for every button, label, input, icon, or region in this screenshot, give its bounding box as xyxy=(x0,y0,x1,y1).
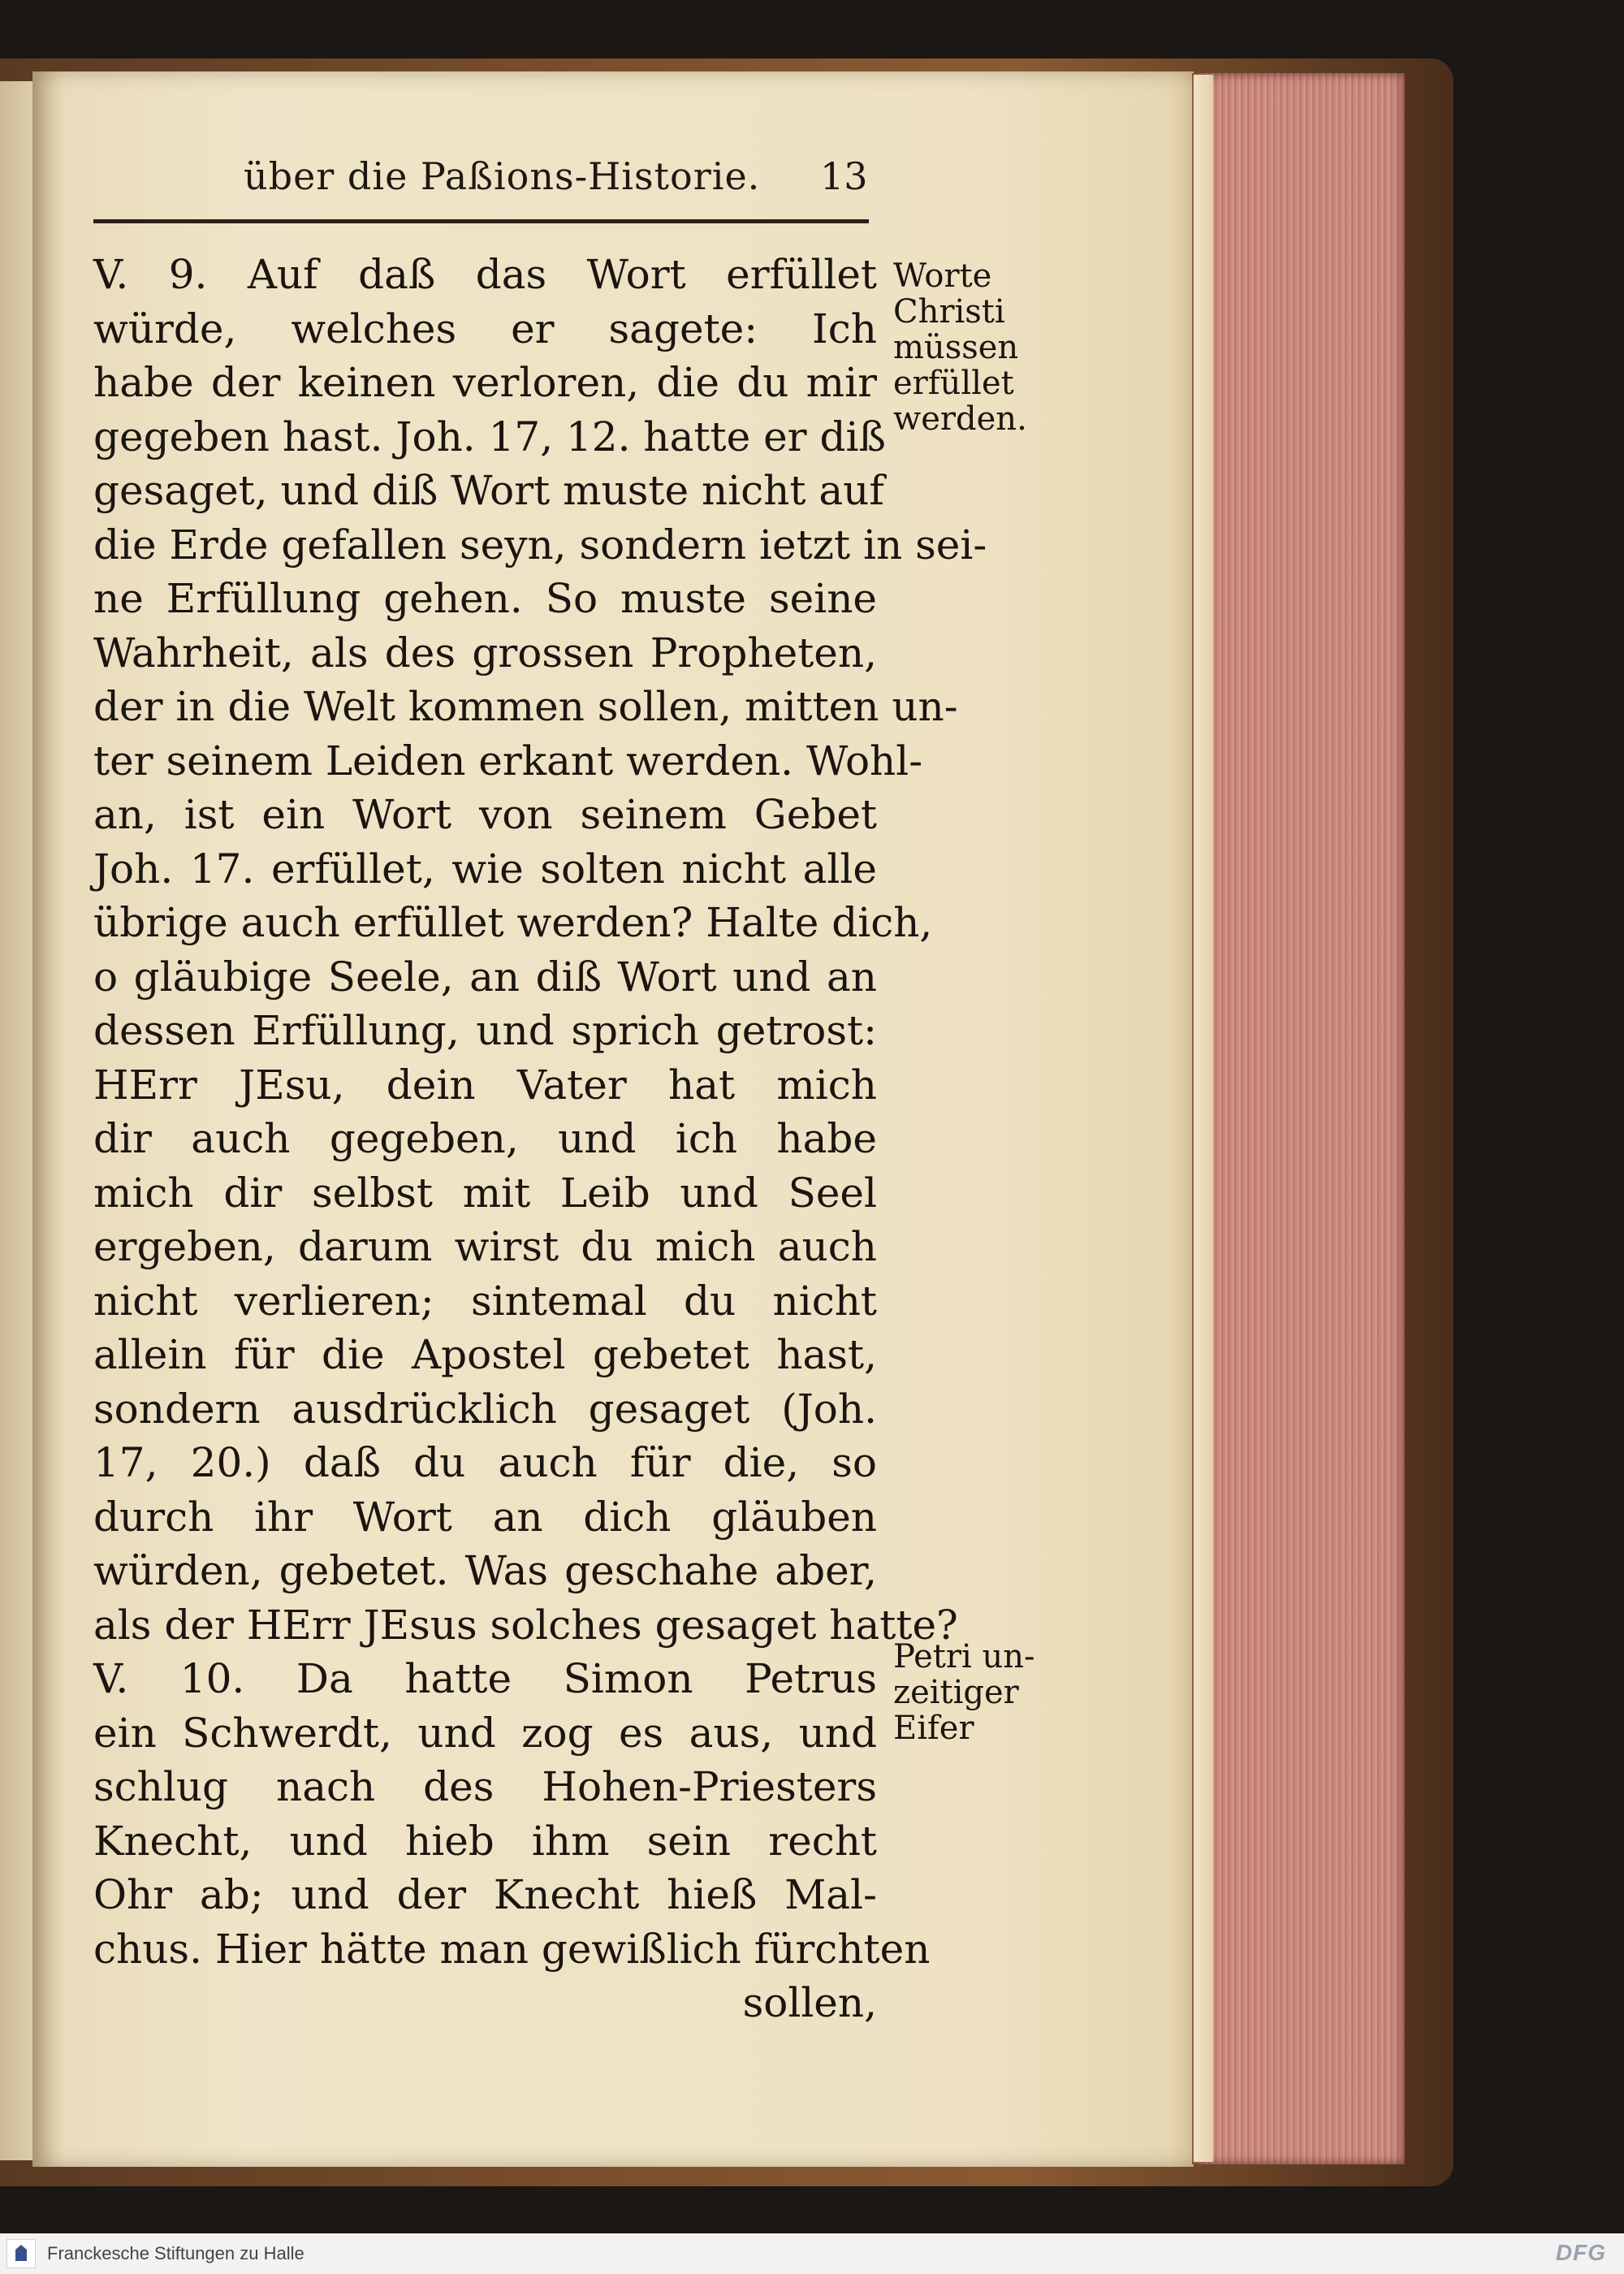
text-line: als der HErr JEsus solches gesaget hatte? xyxy=(93,1601,958,1649)
text-line: mich dir selbst mit Leib und Seel xyxy=(93,1169,877,1217)
page-header xyxy=(93,154,881,227)
text-line: würde, welches er sagete: Ich xyxy=(93,305,877,352)
marginal-line: werden. xyxy=(893,400,1027,438)
text-line: der in die Welt kommen sollen, mitten un- xyxy=(93,683,958,730)
text-line: Wahrheit, als des grossen Propheten, xyxy=(93,629,877,677)
marginal-line: Eifer xyxy=(893,1710,974,1747)
page-number: 13 xyxy=(820,154,868,198)
text-line: nicht verlieren; sintemal du nicht xyxy=(93,1277,877,1325)
institution-logo-icon xyxy=(6,2239,36,2268)
page-gutter-shadow xyxy=(1194,75,1213,2162)
text-line: Knecht, und hieb ihm sein recht xyxy=(93,1817,877,1865)
marginal-line: zeitiger xyxy=(893,1674,1019,1711)
text-line: habe der keinen verloren, die du mir xyxy=(93,359,877,406)
text-line: o gläubige Seele, an diß Wort und an xyxy=(93,953,877,1001)
text-line: dessen Erfüllung, und sprich getrost: xyxy=(93,1007,877,1054)
text-line: dir auch gegeben, und ich habe xyxy=(93,1115,877,1162)
text-line: ergeben, darum wirst du mich auch xyxy=(93,1223,877,1270)
text-line: die Erde gefallen seyn, sondern ietzt in sei- xyxy=(93,521,987,568)
text-line: V. 9. Auf daß das Wort erfüllet xyxy=(93,251,877,298)
text-line: übrige auch erfüllet werden? Halte dich, xyxy=(93,899,933,946)
text-line: chus. Hier hätte man gewißlich fürchten xyxy=(93,1925,931,1973)
text-line: Joh. 17. erfüllet, wie solten nicht alle xyxy=(93,845,877,893)
text-line: gegeben hast. Joh. 17, 12. hatte er diß xyxy=(93,413,886,460)
text-line: schlug nach des Hohen-Priesters xyxy=(93,1763,877,1810)
text-line: allein für die Apostel gebetet hast, xyxy=(93,1331,877,1378)
text-line: gesaget, und diß Wort muste nicht auf xyxy=(93,467,884,514)
text-line: V. 10. Da hatte Simon Petrus xyxy=(93,1655,877,1702)
text-line: ne Erfüllung gehen. So muste seine xyxy=(93,575,877,622)
dfg-logo: DFG xyxy=(1555,2240,1606,2265)
text-line: Ohr ab; und der Knecht hieß Mal- xyxy=(93,1871,877,1918)
catchword: sollen, xyxy=(742,1979,877,2026)
viewer-footer xyxy=(0,2233,1624,2274)
text-line: 17, 20.) daß du auch für die, so xyxy=(93,1439,877,1486)
text-line: HErr JEsu, dein Vater hat mich xyxy=(93,1061,877,1109)
marginal-line: Petri un- xyxy=(893,1638,1035,1675)
running-head: über die Paßions-Historie. xyxy=(244,154,761,198)
marginal-line: Worte xyxy=(893,257,992,295)
marginal-line: erfüllet xyxy=(893,365,1014,402)
text-line: würden, gebetet. Was geschahe aber, xyxy=(93,1547,877,1594)
header-rule xyxy=(93,219,869,223)
marginal-line: Christi xyxy=(893,293,1005,331)
text-line: an, ist ein Wort von seinem Gebet xyxy=(93,791,877,838)
marginal-note-1 xyxy=(893,257,1027,438)
text-line: sondern ausdrücklich gesaget (Joh. xyxy=(93,1385,877,1433)
text-line: ter seinem Leiden erkant werden. Wohl- xyxy=(93,737,923,785)
text-line: durch ihr Wort an dich gläuben xyxy=(93,1493,877,1541)
text-line: ein Schwerdt, und zog es aus, und xyxy=(93,1709,877,1757)
marginal-line: müssen xyxy=(893,329,1019,366)
page-block-edge xyxy=(1192,73,1405,2164)
marginal-note-2 xyxy=(893,1638,1035,1747)
institution-name: Franckesche Stiftungen zu Halle xyxy=(47,2243,304,2263)
